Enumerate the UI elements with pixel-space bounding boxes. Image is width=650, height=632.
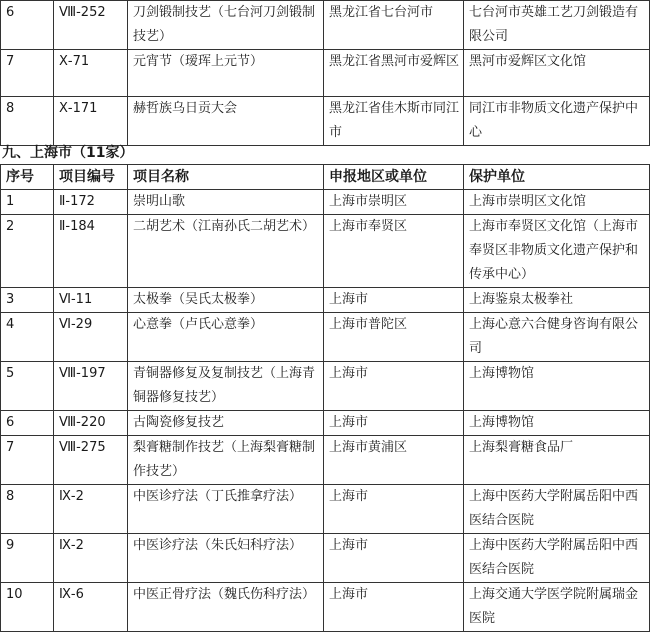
shanghai-table: [0, 164, 650, 632]
cell-no: 5: [1, 362, 54, 411]
cell-no: 7: [1, 436, 54, 485]
table-row: [1, 583, 650, 632]
table-row: [1, 50, 650, 97]
cell-no: 2: [1, 215, 54, 288]
cell-name: 中医正骨疗法（魏氏伤科疗法）: [128, 583, 324, 632]
cell-no: 8: [1, 485, 54, 534]
table-row: [1, 313, 650, 362]
table-row: [1, 411, 650, 436]
cell-unit: 上海心意六合健身咨询有限公司: [464, 313, 650, 362]
cell-no: 7: [1, 50, 54, 97]
cell-name: 青铜器修复及复制技艺（上海青铜器修复技艺）: [128, 362, 324, 411]
cell-region: 上海市: [324, 411, 464, 436]
cell-name: 赫哲族乌日贡大会: [128, 97, 324, 146]
cell-code: Ⅱ-172: [54, 190, 128, 215]
cell-unit: 同江市非物质文化遗产保护中心: [464, 97, 650, 146]
header-region: 申报地区或单位: [324, 165, 464, 190]
section-title-shanghai: 九、上海市（11家）: [2, 145, 134, 161]
cell-unit: 上海鉴泉太极拳社: [464, 288, 650, 313]
cell-region: 上海市: [324, 288, 464, 313]
table-row: [1, 288, 650, 313]
cell-name: 中医诊疗法（丁氏推拿疗法）: [128, 485, 324, 534]
cell-code: Ⅵ-29: [54, 313, 128, 362]
heilongjiang-table-tail: [0, 0, 650, 146]
cell-code: Ⅷ-252: [54, 1, 128, 50]
cell-code: Ⅱ-184: [54, 215, 128, 288]
cell-region: 上海市: [324, 485, 464, 534]
cell-code: Ⅸ-6: [54, 583, 128, 632]
cell-code: Ⅹ-171: [54, 97, 128, 146]
cell-region: 上海市: [324, 534, 464, 583]
table-row: [1, 1, 650, 50]
cell-code: Ⅷ-275: [54, 436, 128, 485]
table-row: [1, 534, 650, 583]
cell-code: Ⅸ-2: [54, 485, 128, 534]
cell-region: 黑龙江省七台河市: [324, 1, 464, 50]
cell-name: 刀剑锻制技艺（七台河刀剑锻制技艺）: [128, 1, 324, 50]
cell-no: 9: [1, 534, 54, 583]
cell-name: 太极拳（吴氏太极拳）: [128, 288, 324, 313]
cell-code: Ⅸ-2: [54, 534, 128, 583]
header-no: 序号: [1, 165, 54, 190]
cell-region: 上海市崇明区: [324, 190, 464, 215]
table-row: [1, 215, 650, 288]
cell-name: 元宵节（瑷珲上元节）: [128, 50, 324, 97]
cell-no: 3: [1, 288, 54, 313]
header-unit: 保护单位: [464, 165, 650, 190]
cell-no: 1: [1, 190, 54, 215]
cell-no: 4: [1, 313, 54, 362]
table-row: [1, 362, 650, 411]
cell-unit: 上海博物馆: [464, 411, 650, 436]
cell-region: 黑龙江省佳木斯市同江市: [324, 97, 464, 146]
cell-code: Ⅷ-220: [54, 411, 128, 436]
cell-unit: 上海中医药大学附属岳阳中西医结合医院: [464, 485, 650, 534]
cell-unit: 上海博物馆: [464, 362, 650, 411]
cell-region: 上海市: [324, 583, 464, 632]
table-row: [1, 190, 650, 215]
table-row: [1, 485, 650, 534]
cell-unit: 上海中医药大学附属岳阳中西医结合医院: [464, 534, 650, 583]
cell-unit: 七台河市英雄工艺刀剑锻造有限公司: [464, 1, 650, 50]
cell-no: 6: [1, 1, 54, 50]
header-name: 项目名称: [128, 165, 324, 190]
cell-region: 黑龙江省黑河市爱辉区: [324, 50, 464, 97]
cell-name: 梨膏糖制作技艺（上海梨膏糖制作技艺）: [128, 436, 324, 485]
cell-unit: 黑河市爱辉区文化馆: [464, 50, 650, 97]
cell-name: 二胡艺术（江南孙氏二胡艺术）: [128, 215, 324, 288]
cell-unit: 上海市奉贤区文化馆（上海市奉贤区非物质文化遗产保护和传承中心）: [464, 215, 650, 288]
cell-name: 古陶瓷修复技艺: [128, 411, 324, 436]
cell-no: 10: [1, 583, 54, 632]
cell-unit: 上海市崇明区文化馆: [464, 190, 650, 215]
cell-region: 上海市: [324, 362, 464, 411]
cell-name: 崇明山歌: [128, 190, 324, 215]
cell-code: Ⅹ-71: [54, 50, 128, 97]
cell-region: 上海市奉贤区: [324, 215, 464, 288]
header-code: 项目编号: [54, 165, 128, 190]
cell-region: 上海市黄浦区: [324, 436, 464, 485]
table-header-row: [1, 165, 650, 190]
cell-unit: 上海梨膏糖食品厂: [464, 436, 650, 485]
cell-no: 8: [1, 97, 54, 146]
cell-name: 中医诊疗法（朱氏妇科疗法）: [128, 534, 324, 583]
cell-region: 上海市普陀区: [324, 313, 464, 362]
cell-no: 6: [1, 411, 54, 436]
cell-code: Ⅵ-11: [54, 288, 128, 313]
cell-code: Ⅷ-197: [54, 362, 128, 411]
table-row: [1, 97, 650, 146]
table-row: [1, 436, 650, 485]
cell-unit: 上海交通大学医学院附属瑞金医院: [464, 583, 650, 632]
cell-name: 心意拳（卢氏心意拳）: [128, 313, 324, 362]
